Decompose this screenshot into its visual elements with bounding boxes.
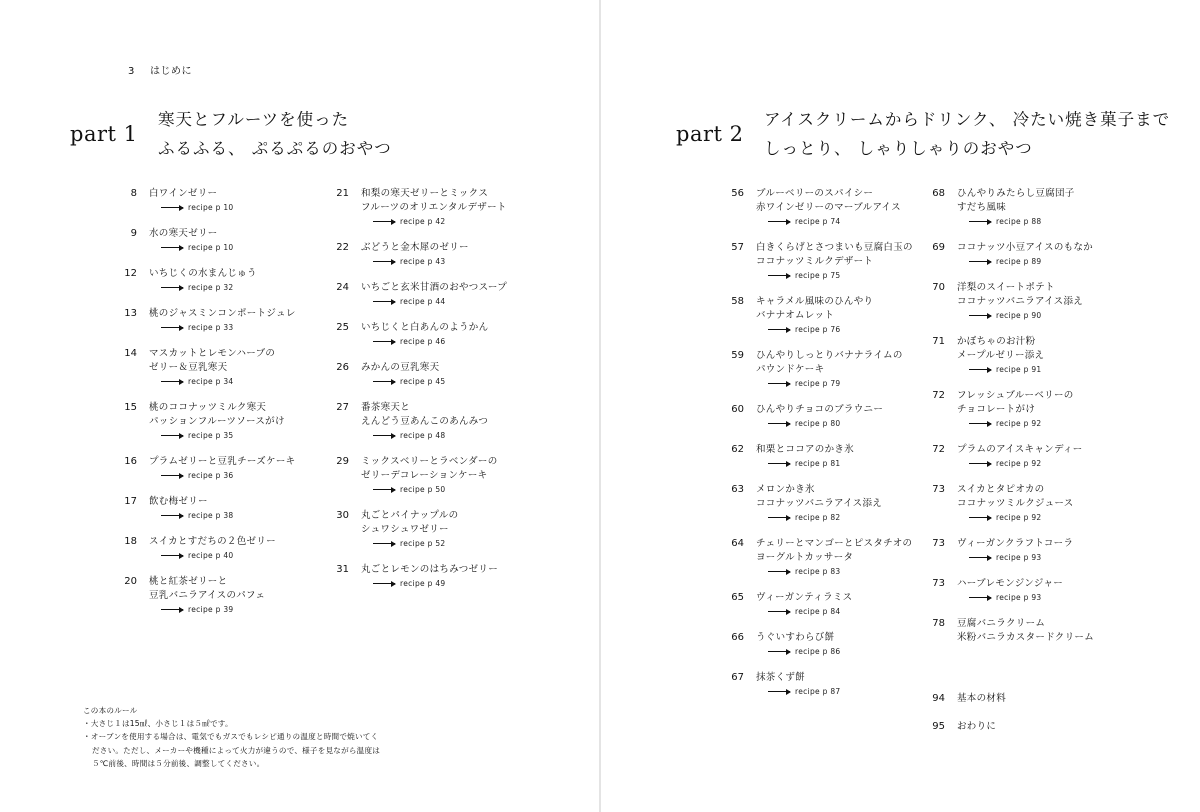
recipe-ref [957,552,1143,563]
toc-entry [923,577,1143,603]
recipe-page: recipe p 32 [188,283,234,292]
arrow-right-icon [373,381,395,382]
toc-page-number: 56 [731,188,744,199]
recipe-page: recipe p 75 [795,271,841,280]
recipe-ref [149,322,335,333]
recipe-page: recipe p 43 [400,257,446,266]
toc-page-number: 58 [731,296,744,307]
toc-page-number: 9 [130,228,137,239]
toc-title-line: すだち風味 [957,202,1007,213]
recipe-page: recipe p 76 [795,325,841,334]
recipe-page: recipe p 83 [795,567,841,576]
recipe-ref [957,458,1143,469]
toc-title-line: 洋梨のスイートポテト [957,282,1055,293]
arrow-right-icon [161,287,183,288]
toc-title-line: ココナッツバニラアイス添え [957,296,1084,307]
arrow-right-icon [969,517,991,518]
toc-title-line: チョコレートがけ [957,404,1036,415]
toc-entry [923,720,1143,734]
arrow-right-icon [161,515,183,516]
arrow-right-icon [373,489,395,490]
recipe-page: recipe p 74 [795,217,841,226]
arrow-right-icon [373,221,395,222]
recipe-ref [361,376,547,387]
toc-title-line: ひんやりみたらし豆腐団子 [957,188,1075,199]
toc-page-number: 67 [731,672,744,683]
part1-title-line: ふるふる、 ぷるぷるのおやつ [158,139,392,158]
recipe-ref [149,430,335,441]
recipe-ref [957,418,1143,429]
recipe-page: recipe p 33 [188,323,234,332]
toc-title-line: うぐいすわらび餅 [756,632,835,643]
toc-page-number: 8 [130,188,137,199]
recipe-page: recipe p 80 [795,419,841,428]
arrow-right-icon [161,609,183,610]
recipe-ref [149,550,335,561]
arrow-right-icon [161,435,183,436]
recipe-page: recipe p 93 [996,553,1042,562]
toc-title-line: 米粉バニラカスタードクリーム [957,632,1095,643]
recipe-ref [149,604,335,615]
recipe-ref [756,458,942,469]
toc-title-line: 和栗とココアのかき氷 [756,444,855,455]
toc-entry [327,361,547,387]
toc-title-line: ゼリーデコレーションケーキ [361,470,488,481]
toc-entry [115,267,335,293]
toc-page-number: 27 [336,402,349,413]
toc-entry [722,537,942,577]
rules-item: ・オーブンを使用する場合は、電気でもガスでもレシピ通りの温度と時間で焼いてください。ただし、メーカーや機種によって火力が違うので、様子を見ながら温度は５℃前後、時間は５分前後、調整してください。 [83,732,381,768]
intro-entry [128,62,192,77]
toc-title-line: メープルゼリー添え [957,350,1045,361]
toc-page-number: 68 [932,188,945,199]
toc-page-number: 21 [336,188,349,199]
arrow-right-icon [768,651,790,652]
recipe-page: recipe p 50 [400,485,446,494]
toc-title-line: ヴィーガンティラミス [756,592,853,603]
recipe-ref [149,282,335,293]
arrow-right-icon [373,543,395,544]
toc-page-number: 30 [336,510,349,521]
toc-title-line: ゼリー＆豆乳寒天 [149,362,228,373]
toc-title-line: スイカとタピオカの [957,484,1045,495]
toc-page-number: 63 [731,484,744,495]
toc-title-line: 番茶寒天と [361,402,411,413]
recipe-ref [957,592,1143,603]
part2-label: part 2 [676,122,744,146]
toc-title-line: ココナッツミルクジュース [957,498,1074,509]
recipe-ref [756,606,942,617]
toc-page-number: 15 [124,402,137,413]
toc-entry [923,187,1143,227]
toc-page-number: 66 [731,632,744,643]
recipe-ref [756,418,942,429]
part2-right-column [923,187,1143,748]
recipe-ref [361,296,547,307]
toc-entry [115,227,335,253]
toc-title-line: ブルーベリーのスパイシー [756,188,874,199]
recipe-page: recipe p 91 [996,365,1042,374]
recipe-ref [756,270,942,281]
toc-entry [722,443,942,469]
toc-page-number: 13 [124,308,137,319]
toc-title-line: メロンかき氷 [756,484,815,495]
arrow-right-icon [768,275,790,276]
arrow-right-icon [373,261,395,262]
toc-page-number: 73 [932,484,945,495]
toc-title-line: ヨーグルトカッサータ [756,552,854,563]
toc-page-number: 70 [932,282,945,293]
toc-entry [327,281,547,307]
toc-title-line: 桃と紅茶ゼリーと [149,576,228,587]
toc-page-number: 73 [932,538,945,549]
toc-entry [327,563,547,589]
toc-title-line: ヴィーガンクラフトコーラ [957,538,1074,549]
toc-page-number: 20 [124,576,137,587]
toc-entry [115,401,335,441]
toc-title-line: チェリーとマンゴーとピスタチオの [756,538,913,549]
recipe-ref [756,378,942,389]
recipe-page: recipe p 10 [188,243,234,252]
toc-entry [115,307,335,333]
toc-title-line: 和梨の寒天ゼリーとミックス [361,188,489,199]
arrow-right-icon [969,463,991,464]
recipe-page: recipe p 86 [795,647,841,656]
toc-page-number: 62 [731,444,744,455]
toc-page-number: 64 [731,538,744,549]
toc-title-line: シュワシュワゼリー [361,524,449,535]
recipe-page: recipe p 49 [400,579,446,588]
recipe-ref [361,484,547,495]
recipe-ref [149,510,335,521]
toc-title-line: ひんやりしっとりバナナライムの [756,350,903,361]
toc-title-line: ぶどうと金木犀のゼリー [361,242,469,253]
toc-page-number: 59 [731,350,744,361]
toc-entry [115,347,335,387]
toc-entry [923,692,1143,706]
recipe-page: recipe p 42 [400,217,446,226]
toc-title-line: バナナオムレット [756,310,835,321]
arrow-right-icon [768,329,790,330]
toc-title-line: 赤ワインゼリーのマーブルアイス [756,202,901,213]
recipe-page: recipe p 92 [996,419,1042,428]
toc-page-number: 25 [336,322,349,333]
arrow-right-icon [161,327,183,328]
toc-entry [923,335,1143,375]
part2-left-column [722,187,942,711]
toc-title-line: ひんやりチョコのブラウニー [756,404,884,415]
toc-page-number: 16 [124,456,137,467]
toc-title-line: 豆乳バニラアイスのパフェ [149,590,266,601]
toc-page-number: 24 [336,282,349,293]
arrow-right-icon [969,597,991,598]
recipe-page: recipe p 44 [400,297,446,306]
arrow-right-icon [161,555,183,556]
recipe-ref [756,566,942,577]
recipe-page: recipe p 34 [188,377,234,386]
part2-title-line: アイスクリームからドリンク、 冷たい焼き菓子まで [764,110,1171,129]
arrow-right-icon [373,341,395,342]
toc-page-number: 65 [731,592,744,603]
toc-page-number: 78 [932,618,945,629]
recipe-ref [957,512,1143,523]
toc-title-line: パッションフルーツソースがけ [149,416,285,427]
toc-page-number: 95 [932,721,945,732]
recipe-ref [361,538,547,549]
toc-title-line: 飲む梅ゼリー [149,496,208,507]
recipe-page: recipe p 35 [188,431,234,440]
arrow-right-icon [969,369,991,370]
arrow-right-icon [768,383,790,384]
intro-title: はじめに [150,66,192,77]
recipe-page: recipe p 92 [996,513,1042,522]
toc-entry [722,403,942,429]
toc-title-line: プラムのアイスキャンディー [957,444,1083,455]
arrow-right-icon [969,557,991,558]
arrow-right-icon [373,301,395,302]
part1-left-column [115,187,335,629]
recipe-page: recipe p 87 [795,687,841,696]
toc-title-line: マスカットとレモンハーブの [149,348,276,359]
toc-title-line: プラムゼリーと豆乳チーズケーキ [149,456,296,467]
toc-title-line: ココナッツバニラアイス添え [756,498,883,509]
toc-title-line: いちごと玄米甘酒のおやつスープ [361,282,508,293]
toc-title-line: キャラメル風味のひんやり [756,296,874,307]
toc-title-line: かぼちゃのお汁粉 [957,336,1036,347]
page-gutter [599,0,601,812]
toc-page-number: 94 [932,693,945,704]
recipe-ref [149,376,335,387]
toc-page-number: 12 [124,268,137,279]
toc-entry [722,631,942,657]
toc-entry [722,483,942,523]
toc-title-line: スイカとすだちの２色ゼリー [149,536,276,547]
book-rules [83,704,383,770]
arrow-right-icon [161,475,183,476]
toc-entry [115,455,335,481]
toc-entry [923,483,1143,523]
intro-page-number: 3 [128,66,135,77]
recipe-page: recipe p 79 [795,379,841,388]
recipe-page: recipe p 89 [996,257,1042,266]
toc-page-number: 22 [336,242,349,253]
arrow-right-icon [768,221,790,222]
recipe-ref [361,256,547,267]
toc-page-number: 14 [124,348,137,359]
toc-entry [327,509,547,549]
recipe-ref [756,512,942,523]
recipe-page: recipe p 36 [188,471,234,480]
part1-right-column [327,187,547,603]
toc-page-number: 17 [124,496,137,507]
part1-title-line: 寒天とフルーツを使った [158,110,350,129]
toc-entry [722,187,942,227]
toc-entry [722,295,942,335]
toc-page-number: 71 [932,336,945,347]
recipe-page: recipe p 82 [795,513,841,522]
arrow-right-icon [768,463,790,464]
part1-title [158,105,392,163]
recipe-ref [756,216,942,227]
recipe-ref [756,646,942,657]
recipe-page: recipe p 38 [188,511,234,520]
recipe-ref [149,470,335,481]
toc-entry [923,281,1143,321]
toc-page-number: 72 [932,444,945,455]
toc-title-line: フルーツのオリエンタルデザート [361,202,507,213]
recipe-page: recipe p 88 [996,217,1042,226]
recipe-ref [957,216,1143,227]
toc-entry [923,443,1143,469]
part1-label: part 1 [70,122,138,146]
toc-page-number: 26 [336,362,349,373]
recipe-ref [957,310,1143,321]
toc-title-line: ココナッツ小豆アイスのもなか [957,242,1094,253]
recipe-ref [361,216,547,227]
toc-page-number: 57 [731,242,744,253]
toc-entry [327,401,547,441]
arrow-right-icon [969,423,991,424]
toc-page-number: 73 [932,578,945,589]
arrow-right-icon [161,247,183,248]
toc-page-number: 31 [336,564,349,575]
toc-entry [722,591,942,617]
recipe-ref [361,578,547,589]
toc-entry [327,321,547,347]
toc-title-line: ハーブレモンジンジャー [957,578,1064,589]
part2-title-line: しっとり、 しゃりしゃりのおやつ [764,139,1033,158]
recipe-page: recipe p 93 [996,593,1042,602]
toc-title-line: 丸ごとレモンのはちみつゼリー [361,564,499,575]
arrow-right-icon [969,315,991,316]
recipe-page: recipe p 40 [188,551,234,560]
toc-title-line: ココナッツミルクデザート [756,256,874,267]
toc-title-line: 水の寒天ゼリー [149,228,218,239]
toc-entry [327,455,547,495]
toc-page-number: 18 [124,536,137,547]
toc-title-line: ミックスベリーとラベンダーの [361,456,498,467]
toc-title-line: おわりに [957,721,997,732]
toc-entry [115,495,335,521]
toc-title-line: 抹茶くず餅 [756,672,806,683]
toc-title-line: いちじくの水まんじゅう [149,268,257,279]
recipe-ref [756,686,942,697]
rules-item: ・大さじ１は15㎖、小さじ１は５㎖です。 [83,719,233,729]
recipe-ref [957,364,1143,375]
recipe-ref [149,242,335,253]
toc-title-line: みかんの豆乳寒天 [361,362,440,373]
toc-entry [923,241,1143,267]
toc-title-line: 桃のココナッツミルク寒天 [149,402,267,413]
recipe-page: recipe p 45 [400,377,446,386]
recipe-page: recipe p 81 [795,459,841,468]
toc-page-number: 72 [932,390,945,401]
recipe-page: recipe p 46 [400,337,446,346]
toc-title-line: えんどう豆あんこのあんみつ [361,416,489,427]
toc-title-line: パウンドケーキ [756,364,825,375]
toc-page-number: 29 [336,456,349,467]
recipe-ref [149,202,335,213]
toc-title-line: 白ワインゼリー [149,188,218,199]
toc-title-line: フレッシュブルーベリーの [957,390,1074,401]
rules-heading: この本のルール [83,706,138,715]
toc-entry [923,389,1143,429]
toc-title-line: 豆腐バニラクリーム [957,618,1046,629]
part2-title [764,105,1170,163]
arrow-right-icon [161,207,183,208]
toc-entry [923,537,1143,563]
toc-entry [722,241,942,281]
arrow-right-icon [969,221,991,222]
toc-page-number: 69 [932,242,945,253]
arrow-right-icon [161,381,183,382]
recipe-ref [756,324,942,335]
toc-entry [327,187,547,227]
toc-entry [115,187,335,213]
toc-title-line: 丸ごとパイナップルの [361,510,459,521]
arrow-right-icon [969,261,991,262]
arrow-right-icon [768,517,790,518]
recipe-ref [361,336,547,347]
recipe-ref [957,256,1143,267]
toc-title-line: 白きくらげとさつまいも豆腐白玉の [756,242,913,253]
arrow-right-icon [768,571,790,572]
recipe-page: recipe p 52 [400,539,446,548]
arrow-right-icon [768,691,790,692]
toc-title-line: いちじくと白あんのようかん [361,322,489,333]
recipe-page: recipe p 39 [188,605,234,614]
recipe-page: recipe p 48 [400,431,446,440]
toc-title-line: 基本の材料 [957,693,1007,704]
toc-entry [115,535,335,561]
arrow-right-icon [373,435,395,436]
toc-entry [327,241,547,267]
recipe-ref [361,430,547,441]
toc-page-number: 60 [731,404,744,415]
recipe-page: recipe p 84 [795,607,841,616]
toc-title-line: 桃のジャスミンコンポートジュレ [149,308,296,319]
recipe-page: recipe p 10 [188,203,234,212]
arrow-right-icon [373,583,395,584]
recipe-page: recipe p 92 [996,459,1042,468]
toc-entry [115,575,335,615]
toc-entry [722,349,942,389]
recipe-page: recipe p 90 [996,311,1042,320]
arrow-right-icon [768,611,790,612]
toc-entry [923,617,1143,645]
arrow-right-icon [768,423,790,424]
toc-entry [722,671,942,697]
